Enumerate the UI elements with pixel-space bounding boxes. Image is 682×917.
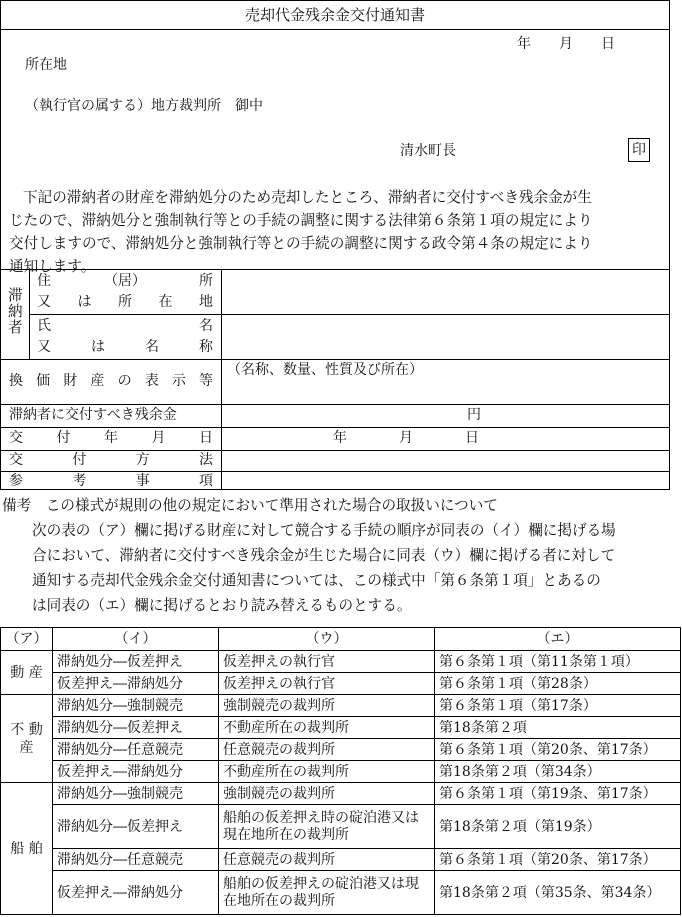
article-cell: 第６条第１項（第17条）: [435, 695, 681, 717]
grid-line: [29, 269, 30, 359]
remainder-unit: 円: [467, 407, 481, 423]
recipient-cell: 任意競売の裁判所: [219, 739, 435, 761]
column-header: （イ）: [53, 628, 219, 651]
recipient-cell: 仮差押えの執行官: [219, 651, 435, 673]
procedure-cell: 滞納処分―仮差押え: [53, 651, 219, 673]
recipient-cell: 不動産所在の裁判所: [219, 761, 435, 783]
procedure-cell: 仮差押え―滞納処分: [53, 673, 219, 695]
addressee: （執行官の属する）地方裁判所 御中: [25, 98, 263, 114]
notes-line: 通知する売却代金残余金交付通知書については、この様式中「第６条第１項」とあるの: [32, 572, 601, 589]
article-cell: 第18条第２項（第19条）: [435, 805, 681, 849]
body-line: 交付しますので、滞納処分と強制執行等との手続の調整に関する政令第４条の規定により: [9, 235, 593, 252]
recipient-cell: 仮差押えの執行官: [219, 673, 435, 695]
procedure-cell: 仮差押え―滞納処分: [53, 761, 219, 783]
notes-line: 合において、滞納者に交付すべき残余金が生じた場合に同表（ウ）欄に掲げる者に対して: [32, 547, 616, 564]
procedure-cell: 滞納処分―仮差押え: [53, 717, 219, 739]
notes-line: 次の表の（ア）欄に掲げる財産に対して競合する手続の順序が同表の（イ）欄に掲げる場: [32, 522, 616, 539]
body-line: 通知します。: [9, 258, 96, 275]
article-cell: 第６条第１項（第20条、第17条）: [435, 739, 681, 761]
table-row: [1, 673, 681, 695]
article-cell: 第６条第１項（第19条、第17条）: [435, 783, 681, 805]
article-cell: 第18条第２項（第34条）: [435, 761, 681, 783]
property-hint: （名称、数量、性質及び所在）: [227, 362, 423, 378]
date-label: 交 付 年 月 日: [9, 430, 213, 446]
address-row-label-2: 又 は 所 在 地: [37, 294, 213, 310]
category-cell: 不 動 産: [1, 695, 53, 783]
name-row-label-1: 氏 名: [37, 318, 213, 334]
category-cell: 動 産: [1, 651, 53, 695]
recipient-cell: 不動産所在の裁判所: [219, 717, 435, 739]
property-label: 換 価 財 産 の 表 示 等: [9, 373, 213, 389]
table-row: [1, 739, 681, 761]
taxpayer-group-label: 滞納者: [8, 287, 23, 336]
body-line: 下記の滞納者の財産を滞納処分のため売却したところ、滞納者に交付すべき残余金が生: [23, 189, 592, 206]
table-row: [1, 783, 681, 805]
recipient-cell: 船舶の仮差押え時の碇泊港又は現在地所在の裁判所: [219, 805, 435, 849]
substitution-table: [0, 627, 681, 915]
grid-line: [1, 427, 669, 428]
article-cell: 第６条第１項（第20条、第17条）: [435, 849, 681, 871]
table-row: [1, 695, 681, 717]
table-row: [1, 651, 681, 673]
grid-line: [221, 269, 222, 490]
sender-name: 清水町長: [400, 143, 456, 159]
article-cell: 第18条第２項: [435, 717, 681, 739]
recipient-cell: 強制競売の裁判所: [219, 695, 435, 717]
grid-line: [1, 404, 669, 405]
notes-heading: 備考 この様式が規則の他の規定において準用された場合の取扱いについて: [2, 497, 498, 514]
procedure-cell: 滞納処分―強制競売: [53, 783, 219, 805]
procedure-cell: 仮差押え―滞納処分: [53, 871, 219, 915]
column-header: （ア）: [1, 628, 53, 651]
grid-line: [1, 269, 669, 270]
column-header: （エ）: [435, 628, 681, 651]
notice-body: [9, 186, 669, 278]
table-row: [1, 871, 681, 915]
table-header-row: [1, 628, 681, 651]
recipient-cell: 船舶の仮差押えの碇泊港又は現在地所在の裁判所: [219, 871, 435, 915]
date-value: 年 月 日: [333, 430, 479, 446]
seal-stamp: 印: [628, 138, 650, 162]
article-cell: 第６条第１項（第28条）: [435, 673, 681, 695]
procedure-cell: 滞納処分―仮差押え: [53, 805, 219, 849]
document-title: 売却代金残余金交付通知書: [1, 1, 669, 30]
address-row-label-1: 住 （居） 所: [37, 273, 213, 289]
article-cell: 第６条第１項（第11条第１項）: [435, 651, 681, 673]
table-row: [1, 849, 681, 871]
column-header: （ウ）: [219, 628, 435, 651]
table-row: [1, 717, 681, 739]
table-row: [1, 805, 681, 849]
procedure-cell: 滞納処分―任意競売: [53, 739, 219, 761]
notes-line: は同表の（エ）欄に掲げるとおり読み替えるものとする。: [32, 597, 412, 614]
recipient-cell: 任意競売の裁判所: [219, 849, 435, 871]
table-row: [1, 761, 681, 783]
date-line: 年 月 日: [517, 36, 615, 52]
procedure-cell: 滞納処分―任意競売: [53, 849, 219, 871]
body-line: じたので、滞納処分と強制執行等との手続の調整に関する法律第６条第１項の規定により: [9, 212, 593, 229]
address-label: 所在地: [25, 57, 67, 73]
procedure-cell: 滞納処分―強制競売: [53, 695, 219, 717]
grid-line: [29, 314, 669, 315]
remarks-label: 参 考 事 項: [9, 473, 213, 489]
category-cell: 船 舶: [1, 783, 53, 915]
grid-line: [1, 359, 669, 360]
name-row-label-2: 又 は 名 称: [37, 339, 213, 355]
grid-line: [1, 450, 669, 451]
remainder-label: 滞納者に交付すべき残余金: [9, 407, 177, 423]
recipient-cell: 強制競売の裁判所: [219, 783, 435, 805]
article-cell: 第18条第２項（第35条、第34条）: [435, 871, 681, 915]
grid-line: [1, 471, 669, 472]
method-label: 交 付 方 法: [9, 452, 213, 468]
